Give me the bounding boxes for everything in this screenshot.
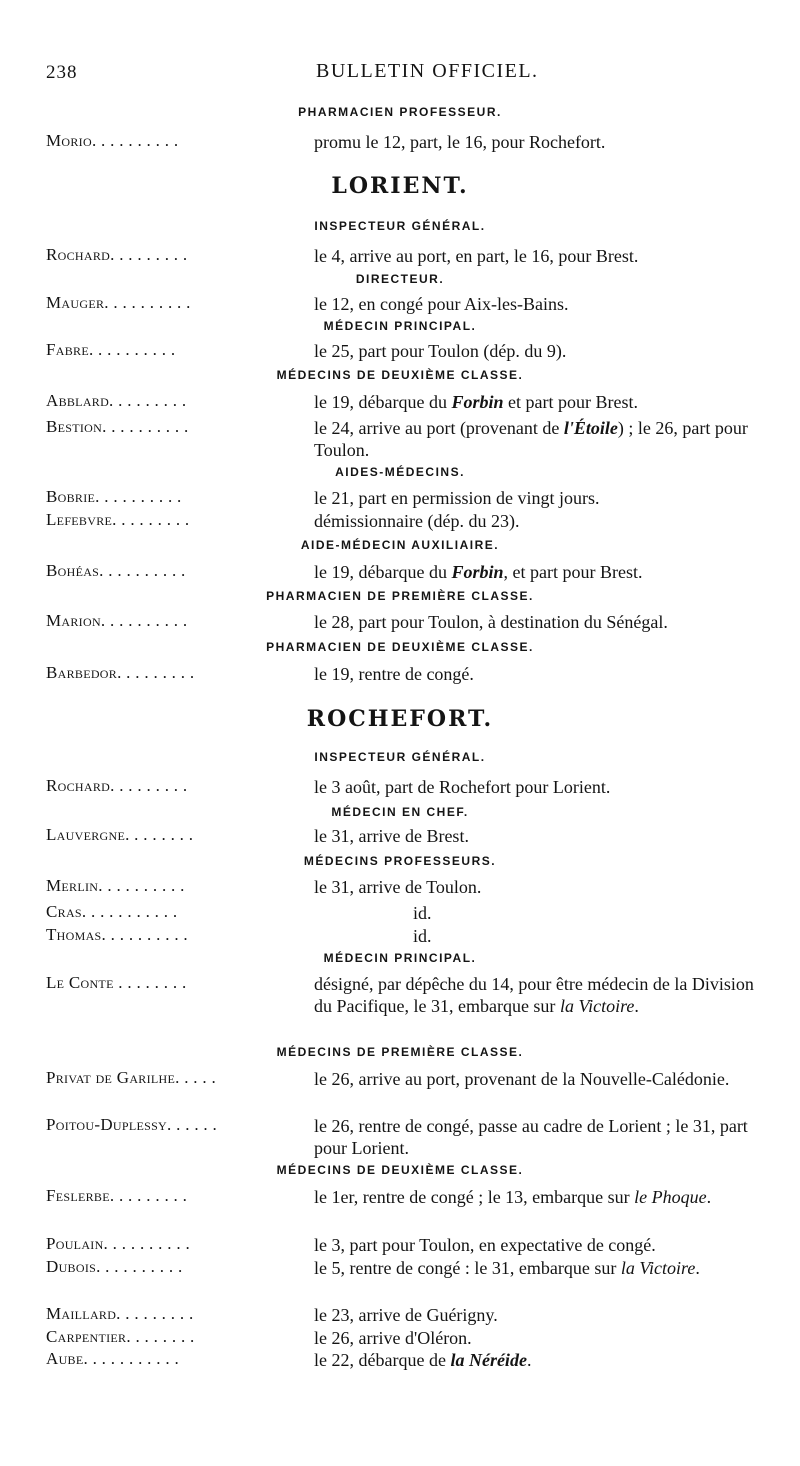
ship-name: l'Étoile xyxy=(563,418,618,438)
section-heading-medecins-professeurs: MÉDECINS PROFESSEURS. xyxy=(303,854,497,868)
entry-name: Bohéas. . . . . . . . . . xyxy=(46,561,186,580)
entry-name: Morio. . . . . . . . . . xyxy=(46,131,179,150)
entry-text: le 19, rentre de congé. xyxy=(314,664,474,684)
entry-text: le 12, en congé pour Aix-les-Bains. xyxy=(314,294,569,314)
ship-name: la Victoire xyxy=(559,996,635,1016)
entry-text: le 3, part pour Toulon, en expectative de congé. xyxy=(314,1235,656,1255)
entry-text: désigné, par dépêche du 14, pour être médecin de la Division du Pacifique, le 31, embarque sur la Victoire. xyxy=(314,974,754,1016)
entry-text: id. xyxy=(413,903,432,923)
entry-name: Privat de Garilhe. . . . . xyxy=(46,1068,217,1087)
entry-text: le 25, part pour Toulon (dép. du 9). xyxy=(314,341,567,361)
entry-text: promu le 12, part, le 16, pour Rochefort. xyxy=(314,132,606,152)
entry-name: Mauger. . . . . . . . . . xyxy=(46,293,191,312)
entry-text: le 28, part pour Toulon, à destination du Sénégal. xyxy=(314,612,668,632)
entry-name: Fabre. . . . . . . . . . xyxy=(46,340,176,359)
entry-text: le 19, débarque du Forbin, et part pour Brest. xyxy=(314,562,643,582)
entry-text: le 26, arrive au port, provenant de la Nouvelle-Calédonie. xyxy=(314,1069,730,1089)
entry-name: Carpentier. . . . . . . . xyxy=(46,1327,195,1346)
entry-name: Rochard. . . . . . . . . xyxy=(46,245,188,264)
entry-text: le 3 août, part de Rochefort pour Lorient. xyxy=(314,777,611,797)
entry-text: id. xyxy=(413,926,432,946)
section-heading-medecins-deuxieme-classe: MÉDECINS DE DEUXIÈME CLASSE. xyxy=(276,1163,524,1177)
entry-name: Bobrie. . . . . . . . . . xyxy=(46,487,182,506)
entry-name: Merlin. . . . . . . . . . xyxy=(46,876,185,895)
entry-text: le 26, rentre de congé, passe au cadre de Lorient ; le 31, part pour Lorient. xyxy=(314,1116,748,1158)
section-heading-pharmacien-premiere-classe: PHARMACIEN DE PREMIÈRE CLASSE. xyxy=(266,589,534,603)
entry-text: le 1er, rentre de congé ; le 13, embarque sur le Phoque. xyxy=(314,1187,712,1207)
section-heading-pharmacien-deuxieme-classe: PHARMACIEN DE DEUXIÈME CLASSE. xyxy=(266,640,534,654)
section-heading-medecins-deuxieme-classe: MÉDECINS DE DEUXIÈME CLASSE. xyxy=(276,368,524,382)
entry-name: Lauvergne. . . . . . . . xyxy=(46,825,194,844)
section-heading-aides-medecins: AIDES-MÉDECINS. xyxy=(335,465,465,479)
entry-name: Poulain. . . . . . . . . . xyxy=(46,1234,190,1253)
page-number: 238 xyxy=(46,62,78,83)
section-heading-medecin-en-chef: MÉDECIN EN CHEF. xyxy=(331,805,469,819)
entry-name: Bestion. . . . . . . . . . xyxy=(46,417,189,436)
entry-name: Abblard. . . . . . . . . xyxy=(46,391,187,410)
entry-name: Barbedor. . . . . . . . . xyxy=(46,663,195,682)
entry-text: le 4, arrive au port, en part, le 16, pour Brest. xyxy=(314,246,639,266)
entry-text: le 24, arrive au port (provenant de l'Étoile) ; le 26, part pour Toulon. xyxy=(314,418,748,460)
section-heading-medecins-premiere-classe: MÉDECINS DE PREMIÈRE CLASSE. xyxy=(276,1045,524,1059)
city-title-lorient: LORIENT. xyxy=(331,173,469,199)
entry-name: Maillard. . . . . . . . . xyxy=(46,1304,194,1323)
entry-name: Feslerbe. . . . . . . . . xyxy=(46,1186,188,1205)
ship-name: le Phoque xyxy=(634,1187,707,1207)
ship-name: Forbin xyxy=(451,392,504,412)
entry-text: le 26, arrive d'Oléron. xyxy=(314,1328,472,1348)
entry-text: le 22, débarque de la Néréide. xyxy=(314,1350,532,1370)
section-heading-medecin-principal: MÉDECIN PRINCIPAL. xyxy=(323,319,477,333)
section-heading-inspecteur-general: INSPECTEUR GÉNÉRAL. xyxy=(314,219,486,233)
entry-name: Dubois. . . . . . . . . . xyxy=(46,1257,183,1276)
ship-name: la Néréide xyxy=(450,1350,527,1370)
section-heading-inspecteur-general: INSPECTEUR GÉNÉRAL. xyxy=(314,750,486,764)
entry-name: Le Conte . . . . . . . . xyxy=(46,973,187,992)
section-heading-aide-medecin-auxiliaire: AIDE-MÉDECIN AUXILIAIRE. xyxy=(300,538,500,552)
section-heading-medecin-principal: MÉDECIN PRINCIPAL. xyxy=(323,951,477,965)
entry-name: Lefebvre. . . . . . . . . xyxy=(46,510,190,529)
ship-name: la Victoire xyxy=(620,1258,696,1278)
entry-text: le 31, arrive de Brest. xyxy=(314,826,469,846)
entry-text: le 31, arrive de Toulon. xyxy=(314,877,482,897)
entry-name: Poitou-Duplessy. . . . . . xyxy=(46,1115,218,1134)
entry-name: Cras. . . . . . . . . . . xyxy=(46,902,178,921)
entry-name: Rochard. . . . . . . . . xyxy=(46,776,188,795)
running-title: BULLETIN OFFICIEL. xyxy=(316,60,539,82)
entry-text: le 21, part en permission de vingt jours. xyxy=(314,488,600,508)
entry-text: le 5, rentre de congé : le 31, embarque sur la Victoire. xyxy=(314,1258,700,1278)
entry-text: le 19, débarque du Forbin et part pour Brest. xyxy=(314,392,638,412)
section-heading-directeur: DIRECTEUR. xyxy=(355,272,445,286)
ship-name: Forbin xyxy=(451,562,504,582)
section-heading-pharmacien-professeur: PHARMACIEN PROFESSEUR. xyxy=(298,105,502,119)
city-title-rochefort: ROCHEFORT. xyxy=(306,706,494,732)
entry-text: le 23, arrive de Guérigny. xyxy=(314,1305,498,1325)
entry-name: Aube. . . . . . . . . . . xyxy=(46,1349,180,1368)
entry-text: démissionnaire (dép. du 23). xyxy=(314,511,520,531)
entry-name: Thomas. . . . . . . . . . xyxy=(46,925,188,944)
entry-name: Marion. . . . . . . . . . xyxy=(46,611,188,630)
